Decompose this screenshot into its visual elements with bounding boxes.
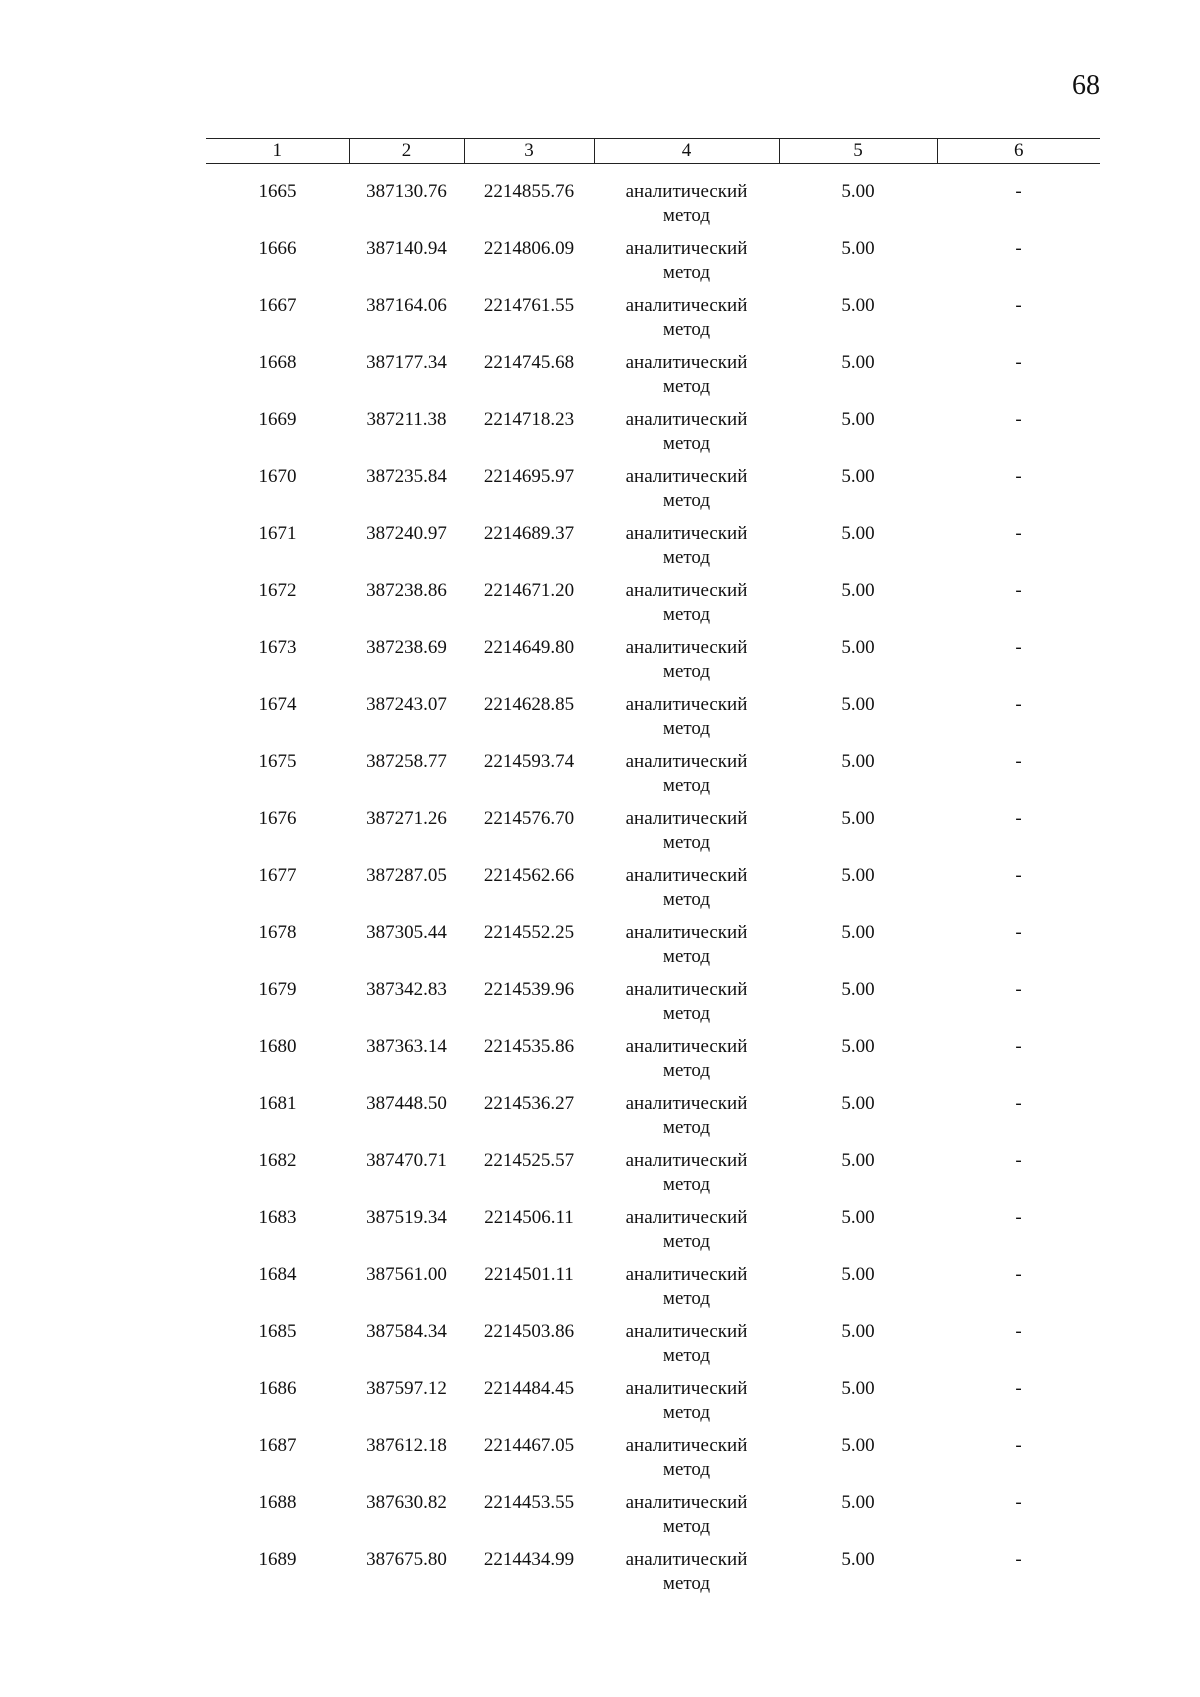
y-coordinate-cell: 2214576.70 bbox=[483, 808, 575, 829]
method-cell: аналитический метод bbox=[625, 1207, 748, 1252]
column-header: 3 bbox=[464, 139, 594, 164]
method-cell: аналитический метод bbox=[625, 409, 748, 454]
x-coordinate-cell: 387470.71 bbox=[366, 1150, 447, 1171]
y-coordinate-cell: 2214453.55 bbox=[483, 1492, 575, 1513]
x-coordinate-cell: 387238.86 bbox=[366, 580, 447, 601]
x-coordinate-cell: 387177.34 bbox=[366, 352, 447, 373]
method-cell: аналитический метод bbox=[625, 751, 748, 796]
table-row bbox=[206, 1434, 1100, 1491]
table-row bbox=[206, 864, 1100, 921]
y-coordinate-cell: 2214503.86 bbox=[483, 1321, 575, 1342]
point-number-cell: 1678 bbox=[258, 922, 297, 943]
point-number-cell: 1689 bbox=[258, 1549, 297, 1570]
accuracy-cell: 5.00 bbox=[841, 1492, 875, 1513]
accuracy-cell: 5.00 bbox=[841, 1435, 875, 1456]
accuracy-cell: 5.00 bbox=[841, 466, 875, 487]
method-cell: аналитический метод bbox=[625, 181, 748, 226]
method-cell: аналитический метод bbox=[625, 637, 748, 682]
table-row bbox=[206, 750, 1100, 807]
table-row bbox=[206, 1548, 1100, 1605]
point-number-cell: 1666 bbox=[258, 238, 297, 259]
accuracy-cell: 5.00 bbox=[841, 295, 875, 316]
accuracy-cell: 5.00 bbox=[841, 694, 875, 715]
method-cell: аналитический метод bbox=[625, 523, 748, 568]
y-coordinate-cell: 2214761.55 bbox=[483, 295, 575, 316]
table-row bbox=[206, 978, 1100, 1035]
note-cell: - bbox=[1015, 238, 1022, 259]
column-header: 4 bbox=[594, 139, 779, 164]
point-number-cell: 1676 bbox=[258, 808, 297, 829]
table-row bbox=[206, 351, 1100, 408]
y-coordinate-cell: 2214745.68 bbox=[483, 352, 575, 373]
accuracy-cell: 5.00 bbox=[841, 1264, 875, 1285]
method-cell: аналитический метод bbox=[625, 1264, 748, 1309]
y-coordinate-cell: 2214718.23 bbox=[483, 409, 575, 430]
point-number-cell: 1683 bbox=[258, 1207, 297, 1228]
x-coordinate-cell: 387630.82 bbox=[366, 1492, 447, 1513]
method-cell: аналитический метод bbox=[625, 1036, 748, 1081]
y-coordinate-cell: 2214501.11 bbox=[484, 1264, 574, 1285]
x-coordinate-cell: 387305.44 bbox=[366, 922, 447, 943]
accuracy-cell: 5.00 bbox=[841, 1378, 875, 1399]
table-row bbox=[206, 1491, 1100, 1548]
point-number-cell: 1688 bbox=[258, 1492, 297, 1513]
x-coordinate-cell: 387561.00 bbox=[366, 1264, 447, 1285]
note-cell: - bbox=[1015, 865, 1022, 886]
accuracy-cell: 5.00 bbox=[841, 865, 875, 886]
x-coordinate-cell: 387258.77 bbox=[366, 751, 447, 772]
x-coordinate-cell: 387584.34 bbox=[366, 1321, 447, 1342]
table-row bbox=[206, 237, 1100, 294]
point-number-cell: 1685 bbox=[258, 1321, 297, 1342]
method-cell: аналитический метод bbox=[625, 865, 748, 910]
y-coordinate-cell: 2214525.57 bbox=[483, 1150, 575, 1171]
accuracy-cell: 5.00 bbox=[841, 352, 875, 373]
note-cell: - bbox=[1015, 637, 1022, 658]
x-coordinate-cell: 387164.06 bbox=[366, 295, 447, 316]
column-header: 1 bbox=[206, 139, 349, 164]
table-row bbox=[206, 522, 1100, 579]
y-coordinate-cell: 2214671.20 bbox=[483, 580, 575, 601]
table-row bbox=[206, 1320, 1100, 1377]
note-cell: - bbox=[1015, 1036, 1022, 1057]
y-coordinate-cell: 2214434.99 bbox=[483, 1549, 575, 1570]
note-cell: - bbox=[1015, 466, 1022, 487]
y-coordinate-cell: 2214539.96 bbox=[483, 979, 575, 1000]
point-number-cell: 1679 bbox=[258, 979, 297, 1000]
y-coordinate-cell: 2214536.27 bbox=[483, 1093, 575, 1114]
method-cell: аналитический метод bbox=[625, 694, 748, 739]
x-coordinate-cell: 387271.26 bbox=[366, 808, 447, 829]
accuracy-cell: 5.00 bbox=[841, 1150, 875, 1171]
x-coordinate-cell: 387235.84 bbox=[366, 466, 447, 487]
x-coordinate-cell: 387342.83 bbox=[366, 979, 447, 1000]
note-cell: - bbox=[1015, 1207, 1022, 1228]
table-row bbox=[206, 1377, 1100, 1434]
method-cell: аналитический метод bbox=[625, 238, 748, 283]
table-row bbox=[206, 921, 1100, 978]
point-number-cell: 1677 bbox=[258, 865, 297, 886]
y-coordinate-cell: 2214593.74 bbox=[483, 751, 575, 772]
method-cell: аналитический метод bbox=[625, 1150, 748, 1195]
column-header: 2 bbox=[349, 139, 464, 164]
method-cell: аналитический метод bbox=[625, 1435, 748, 1480]
accuracy-cell: 5.00 bbox=[841, 1093, 875, 1114]
x-coordinate-cell: 387519.34 bbox=[366, 1207, 447, 1228]
table-row bbox=[206, 294, 1100, 351]
y-coordinate-cell: 2214806.09 bbox=[483, 238, 575, 259]
note-cell: - bbox=[1015, 751, 1022, 772]
y-coordinate-cell: 2214628.85 bbox=[483, 694, 575, 715]
x-coordinate-cell: 387140.94 bbox=[366, 238, 447, 259]
method-cell: аналитический метод bbox=[625, 1093, 748, 1138]
point-number-cell: 1665 bbox=[258, 181, 297, 202]
note-cell: - bbox=[1015, 1435, 1022, 1456]
column-header: 5 bbox=[779, 139, 937, 164]
note-cell: - bbox=[1015, 1549, 1022, 1570]
table-row bbox=[206, 408, 1100, 465]
method-cell: аналитический метод bbox=[625, 922, 748, 967]
note-cell: - bbox=[1015, 922, 1022, 943]
note-cell: - bbox=[1015, 1378, 1022, 1399]
accuracy-cell: 5.00 bbox=[841, 238, 875, 259]
method-cell: аналитический метод bbox=[625, 808, 748, 853]
x-coordinate-cell: 387211.38 bbox=[366, 409, 447, 430]
point-number-cell: 1671 bbox=[258, 523, 297, 544]
accuracy-cell: 5.00 bbox=[841, 751, 875, 772]
method-cell: аналитический метод bbox=[625, 979, 748, 1024]
x-coordinate-cell: 387287.05 bbox=[366, 865, 447, 886]
x-coordinate-cell: 387612.18 bbox=[366, 1435, 447, 1456]
coordinates-table bbox=[206, 138, 1100, 1605]
x-coordinate-cell: 387240.97 bbox=[366, 523, 447, 544]
note-cell: - bbox=[1015, 352, 1022, 373]
accuracy-cell: 5.00 bbox=[841, 637, 875, 658]
note-cell: - bbox=[1015, 181, 1022, 202]
accuracy-cell: 5.00 bbox=[841, 1549, 875, 1570]
y-coordinate-cell: 2214552.25 bbox=[483, 922, 575, 943]
method-cell: аналитический метод bbox=[625, 295, 748, 340]
point-number-cell: 1668 bbox=[258, 352, 297, 373]
y-coordinate-cell: 2214689.37 bbox=[483, 523, 575, 544]
accuracy-cell: 5.00 bbox=[841, 979, 875, 1000]
accuracy-cell: 5.00 bbox=[841, 181, 875, 202]
point-number-cell: 1667 bbox=[258, 295, 297, 316]
x-coordinate-cell: 387448.50 bbox=[366, 1093, 447, 1114]
point-number-cell: 1681 bbox=[258, 1093, 297, 1114]
accuracy-cell: 5.00 bbox=[841, 409, 875, 430]
table-body bbox=[206, 164, 1100, 1606]
point-number-cell: 1674 bbox=[258, 694, 297, 715]
point-number-cell: 1673 bbox=[258, 637, 297, 658]
y-coordinate-cell: 2214695.97 bbox=[483, 466, 575, 487]
y-coordinate-cell: 2214649.80 bbox=[483, 637, 575, 658]
page-number: 68 bbox=[1072, 70, 1100, 101]
note-cell: - bbox=[1015, 409, 1022, 430]
table-row bbox=[206, 579, 1100, 636]
y-coordinate-cell: 2214467.05 bbox=[483, 1435, 575, 1456]
y-coordinate-cell: 2214535.86 bbox=[483, 1036, 575, 1057]
note-cell: - bbox=[1015, 1321, 1022, 1342]
method-cell: аналитический метод bbox=[625, 1492, 748, 1537]
note-cell: - bbox=[1015, 808, 1022, 829]
table-row bbox=[206, 636, 1100, 693]
table-row bbox=[206, 1206, 1100, 1263]
method-cell: аналитический метод bbox=[625, 1549, 748, 1594]
method-cell: аналитический метод bbox=[625, 466, 748, 511]
note-cell: - bbox=[1015, 1264, 1022, 1285]
y-coordinate-cell: 2214562.66 bbox=[483, 865, 575, 886]
point-number-cell: 1675 bbox=[258, 751, 297, 772]
x-coordinate-cell: 387363.14 bbox=[366, 1036, 447, 1057]
point-number-cell: 1669 bbox=[258, 409, 297, 430]
point-number-cell: 1670 bbox=[258, 466, 297, 487]
point-number-cell: 1687 bbox=[258, 1435, 297, 1456]
method-cell: аналитический метод bbox=[625, 1378, 748, 1423]
table-row bbox=[206, 1092, 1100, 1149]
x-coordinate-cell: 387675.80 bbox=[366, 1549, 447, 1570]
table-header-row bbox=[206, 139, 1100, 164]
method-cell: аналитический метод bbox=[625, 352, 748, 397]
note-cell: - bbox=[1015, 1150, 1022, 1171]
note-cell: - bbox=[1015, 979, 1022, 1000]
table-row bbox=[206, 1149, 1100, 1206]
accuracy-cell: 5.00 bbox=[841, 580, 875, 601]
point-number-cell: 1672 bbox=[258, 580, 297, 601]
accuracy-cell: 5.00 bbox=[841, 1036, 875, 1057]
column-header: 6 bbox=[937, 139, 1100, 164]
note-cell: - bbox=[1015, 1492, 1022, 1513]
accuracy-cell: 5.00 bbox=[841, 808, 875, 829]
table-row bbox=[206, 465, 1100, 522]
y-coordinate-cell: 2214855.76 bbox=[483, 181, 575, 202]
table-row bbox=[206, 693, 1100, 750]
y-coordinate-cell: 2214484.45 bbox=[483, 1378, 575, 1399]
note-cell: - bbox=[1015, 580, 1022, 601]
accuracy-cell: 5.00 bbox=[841, 922, 875, 943]
point-number-cell: 1682 bbox=[258, 1150, 297, 1171]
accuracy-cell: 5.00 bbox=[841, 1321, 875, 1342]
note-cell: - bbox=[1015, 1093, 1022, 1114]
table-row bbox=[206, 1263, 1100, 1320]
y-coordinate-cell: 2214506.11 bbox=[484, 1207, 574, 1228]
note-cell: - bbox=[1015, 295, 1022, 316]
note-cell: - bbox=[1015, 694, 1022, 715]
note-cell: - bbox=[1015, 523, 1022, 544]
table-row bbox=[206, 1035, 1100, 1092]
method-cell: аналитический метод bbox=[625, 580, 748, 625]
accuracy-cell: 5.00 bbox=[841, 1207, 875, 1228]
x-coordinate-cell: 387597.12 bbox=[366, 1378, 447, 1399]
point-number-cell: 1686 bbox=[258, 1378, 297, 1399]
accuracy-cell: 5.00 bbox=[841, 523, 875, 544]
method-cell: аналитический метод bbox=[625, 1321, 748, 1366]
x-coordinate-cell: 387238.69 bbox=[366, 637, 447, 658]
x-coordinate-cell: 387243.07 bbox=[366, 694, 447, 715]
table-row bbox=[206, 164, 1100, 238]
x-coordinate-cell: 387130.76 bbox=[366, 181, 447, 202]
point-number-cell: 1684 bbox=[258, 1264, 297, 1285]
table-row bbox=[206, 807, 1100, 864]
point-number-cell: 1680 bbox=[258, 1036, 297, 1057]
